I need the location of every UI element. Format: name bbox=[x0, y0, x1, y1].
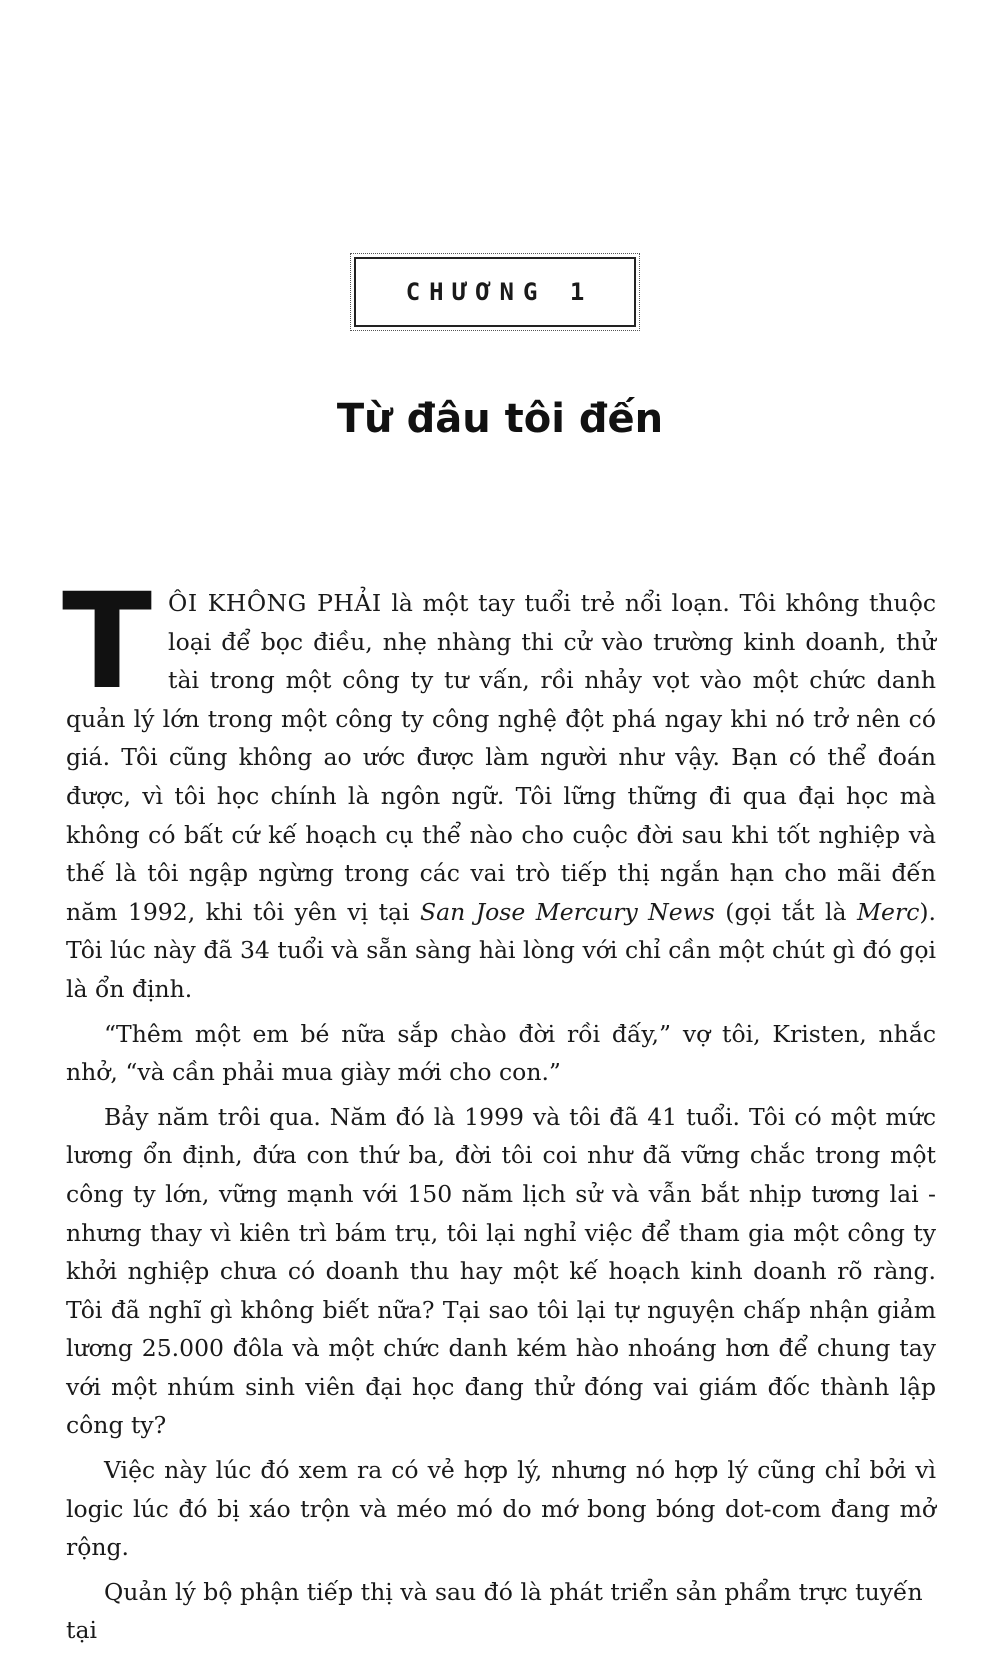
paragraph-1-text-b: (gọi tắt là bbox=[714, 897, 857, 926]
drop-cap: T bbox=[62, 565, 153, 719]
paragraph-1-text-a: là một tay tuổi trẻ nổi loạn. Tôi không thuộc loại để bọc điều, nhẹ nhàng thi cử vào trường kinh doanh, thử tài trong một công ty tư vấn, rồi nhảy vọt vào một chức danh quản lý lớn trong một công ty công nghệ đột phá ngay khi nó trở nên có giá. Tôi cũng không ao ước được làm người như vậy. Bạn có thể đoán được, vì tôi học chính là ngôn ngữ. Tôi lững thững đi qua đại học mà không có bất cứ kế hoạch cụ thể nào cho cuộc đời sau khi tốt nghiệp và thế là tôi ngập ngừng trong các vai trò tiếp thị ngắn hạn cho mãi đến năm 1992, khi tôi yên vị tại bbox=[66, 589, 937, 926]
chapter-label-box bbox=[354, 257, 636, 327]
chapter-label: CHƯƠNG 1 bbox=[405, 278, 594, 306]
lead-in: ÔI KHÔNG PHẢI bbox=[168, 589, 382, 617]
publication-short-name: Merc bbox=[856, 897, 920, 926]
paragraph-5: Quản lý bộ phận tiếp thị và sau đó là phát triển sản phẩm trực tuyến tại bbox=[66, 1577, 923, 1645]
paragraph-2: “Thêm một em bé nữa sắp chào đời rồi đấy,” vợ tôi, Kristen, nhắc nhở, “và cần phải mua giày mới cho con.” bbox=[66, 1019, 936, 1087]
body-text bbox=[62, 565, 937, 1656]
paragraph-3: Bảy năm trôi qua. Năm đó là 1999 và tôi đã 41 tuổi. Tôi có một mức lương ổn định, đứa con thứ ba, đời tôi coi như đã vững chắc trong một công ty lớn, vững mạnh với 150 năm lịch sử và vẫn bắt nhịp tương lai - nhưng thay vì kiên trì bám trụ, tôi lại nghỉ việc để tham gia một công ty khởi nghiệp chưa có doanh thu hay một kế hoạch kinh doanh rõ ràng. Tôi đã nghĩ gì không biết nữa? Tại sao tôi lại tự nguyện chấp nhận giảm lương 25.000 đôla và một chức danh kém hào nhoáng hơn để chung tay với một nhúm sinh viên đại học đang thử đóng vai giám đốc thành lập công ty? bbox=[66, 1102, 936, 1440]
publication-title: San Jose Mercury News bbox=[420, 897, 715, 926]
paragraph-4: Việc này lúc đó xem ra có vẻ hợp lý, nhưng nó hợp lý cũng chỉ bởi vì logic lúc đó bị xáo trộn và méo mó do mớ bong bóng dot-com đang mở rộng. bbox=[66, 1456, 936, 1562]
paragraph-1-text-c: ). Tôi lúc này đã 34 tuổi và sẵn sàng hài lòng với chỉ cần một chút gì đó gọi là ổn định. bbox=[66, 897, 936, 1003]
paragraph-1 bbox=[62, 565, 937, 1009]
chapter-title: Từ đâu tôi đến bbox=[336, 396, 664, 442]
